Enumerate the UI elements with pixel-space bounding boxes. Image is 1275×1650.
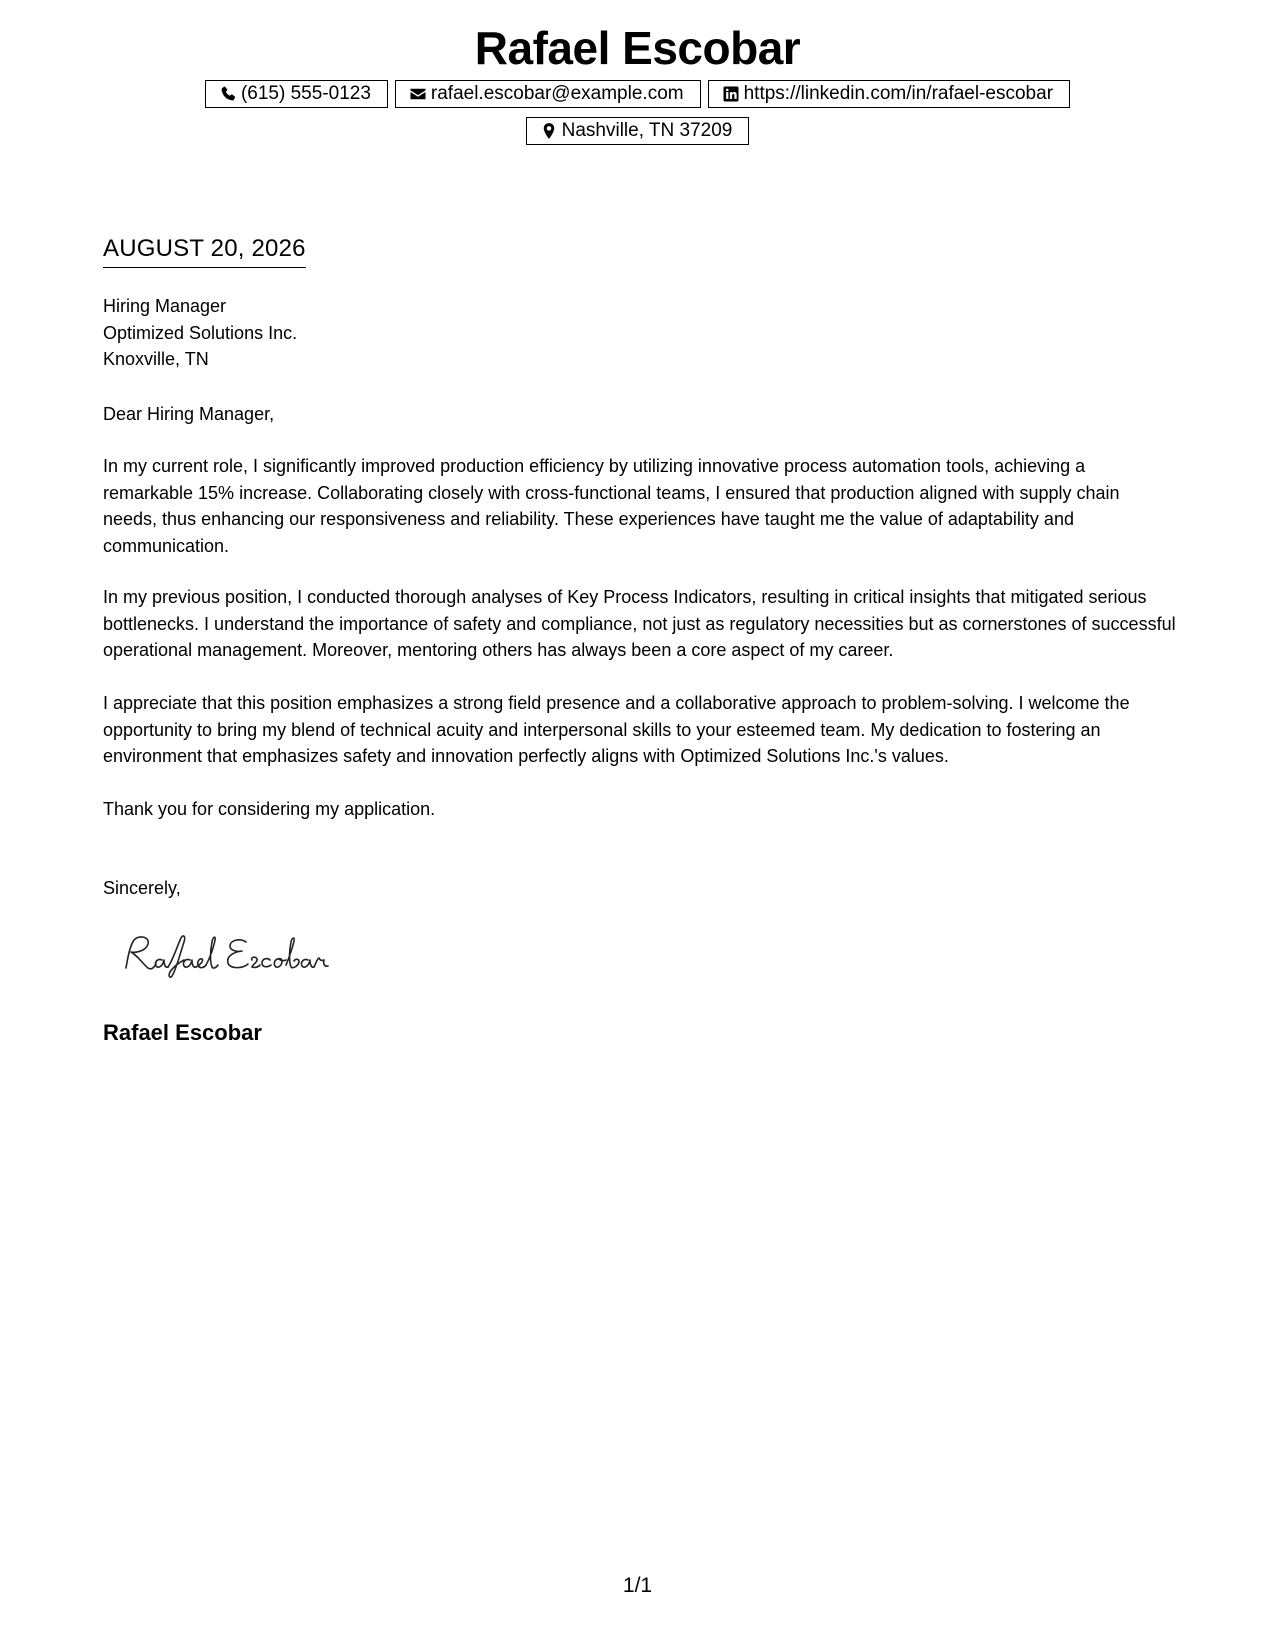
contact-email[interactable]: [395, 80, 701, 108]
letter-paragraph: In my current role, I significantly improved production efficiency by utilizing innovative process automation tools, achieving a remarkable 15% increase. Collaborating closely with cross-functional teams, I ensured that production aligned with supply chain needs, thus enhancing our responsiveness and reliability. These experiences have taught me the value of adaptability and communication.: [103, 456, 1120, 556]
page-number: 1/1: [622, 1574, 653, 1597]
contact-phone: [205, 80, 388, 108]
phone-text: (615) 555-0123: [240, 83, 371, 104]
linkedin-link[interactable]: https://linkedin.com/in/rafael-escobar: [743, 83, 1054, 104]
contact-row-primary: [0, 80, 1275, 108]
letter-closing: Sincerely,: [103, 878, 181, 898]
contact-linkedin[interactable]: [708, 80, 1070, 108]
recipient-block: [103, 293, 297, 373]
letter-greeting: Dear Hiring Manager,: [103, 404, 275, 424]
letter-paragraph: Thank you for considering my application.: [103, 799, 436, 819]
map-marker-icon: [540, 122, 558, 140]
envelope-icon: [409, 85, 427, 103]
contact-row-secondary: [0, 117, 1275, 145]
linkedin-icon: [722, 85, 740, 103]
recipient-title: Hiring Manager: [103, 296, 227, 316]
handwritten-signature: [118, 930, 358, 980]
phone-icon: [219, 85, 237, 103]
letter-date: AUGUST 20, 2026: [103, 234, 306, 268]
applicant-name-heading: Rafael Escobar: [474, 22, 801, 74]
recipient-location: Knoxville, TN: [103, 349, 209, 369]
letter-paragraph: I appreciate that this position emphasizes a strong field presence and a collaborative approach to problem-solving. I welcome the opportunity to bring my blend of technical acuity and interpersonal skills to your esteemed team. My dedication to fostering an environment that emphasizes safety and innovation perfectly aligns with Optimized Solutions Inc.'s values.: [103, 693, 1130, 766]
signer-name: Rafael Escobar: [103, 1020, 262, 1045]
email-link[interactable]: rafael.escobar@example.com: [430, 83, 684, 104]
contact-location: [526, 117, 750, 145]
location-text: Nashville, TN 37209: [561, 120, 733, 141]
recipient-company: Optimized Solutions Inc.: [103, 322, 298, 343]
letter-paragraph: In my previous position, I conducted thorough analyses of Key Process Indicators, resulting in critical insights that mitigated serious bottlenecks. I understand the importance of safety and compliance, not just as regulatory necessities but as cornerstones of successful operational management. Moreover, mentoring others has always been a core aspect of my career.: [103, 587, 1176, 660]
